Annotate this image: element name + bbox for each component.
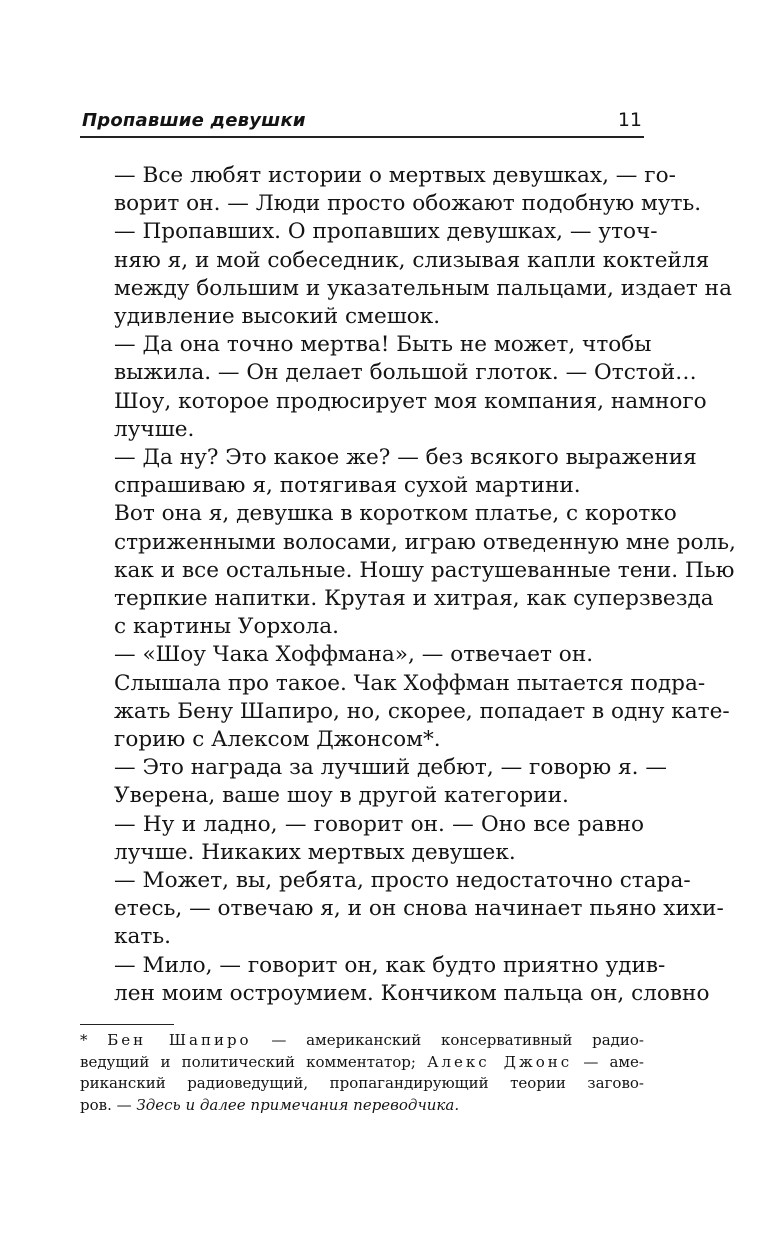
running-header	[80, 108, 644, 138]
text-line: между большим и указательным пальцами, издает на	[114, 275, 732, 301]
paragraph	[80, 331, 707, 444]
text-line: лен моим остроумием. Кончиком пальца он, словно	[114, 980, 710, 1006]
footnote	[80, 1030, 644, 1116]
translator-note: Здесь и далее примечания переводчика.	[136, 1095, 460, 1114]
text-line: няю я, и мой собеседник, слизывая капли коктейля	[114, 247, 710, 273]
paragraph	[80, 867, 724, 952]
footnote-line-4	[80, 1095, 644, 1117]
footnote-line-1	[80, 1030, 644, 1052]
running-title: Пропавшие девушки	[82, 110, 306, 131]
page-number: 11	[617, 109, 642, 131]
footnote-text-2a: ведущий и политический комментатор;	[80, 1052, 428, 1071]
text-line: лучше. Никаких мертвых девушек.	[114, 839, 516, 865]
text-line: Шоу, которое продюсирует моя компания, намного	[114, 388, 707, 414]
footnote-name-jones: Алекс Джонс	[427, 1052, 573, 1071]
footnote-text-2b: — аме-	[572, 1052, 644, 1071]
text-line: — Ну и ладно, — говорит он. — Оно все равно	[114, 811, 644, 837]
paragraph	[80, 641, 644, 669]
text-line: — Пропавших. О пропавших девушках, — уточ-	[114, 219, 658, 245]
text-line: как и все остальные. Ношу растушеванные тени. Пью	[114, 557, 735, 583]
text-line: стриженными волосами, играю отведенную мне роль,	[114, 529, 736, 555]
text-line: удивление высокий смешок.	[114, 304, 441, 330]
text-line: — Да ну? Это какое же? — без всякого выражения	[114, 445, 697, 471]
text-line: Уверена, ваше шоу в другой категории.	[114, 783, 569, 809]
text-line: спрашиваю я, потягивая сухой мартини.	[114, 473, 581, 499]
text-line: кать.	[114, 924, 171, 950]
text-line: — Все любят истории о мертвых девушках, — го-	[114, 163, 676, 188]
text-line: выжила. — Он делает большой глоток. — Отстой…	[114, 360, 697, 386]
text-line: лучше.	[114, 416, 195, 442]
paragraph	[80, 444, 697, 500]
paragraph	[80, 670, 730, 755]
paragraph	[80, 811, 644, 867]
text-line: — Может, вы, ребята, просто недостаточно стара-	[114, 868, 691, 894]
footnote-rule	[80, 1024, 174, 1025]
footnote-text-1: — американский консервативный радио-	[251, 1031, 644, 1049]
text-line: с картины Уорхола.	[114, 614, 339, 640]
text-line: — Это награда за лучший дебют, — говорю я. —	[114, 755, 667, 781]
text-line: ворит он. — Люди просто обожают подобную муть.	[114, 191, 702, 217]
footnote-line-2	[80, 1052, 644, 1074]
footnote-text-4: ров. —	[80, 1095, 137, 1114]
paragraph	[80, 952, 710, 1008]
text-line: жать Бену Шапиро, но, скорее, попадает в одну кате-	[114, 698, 730, 724]
text-line: терпкие напитки. Крутая и хитрая, как суперзвезда	[114, 586, 714, 612]
paragraph	[80, 754, 667, 810]
text-line: етесь, — отвечаю я, и он снова начинает пьяно хихи-	[114, 896, 724, 922]
paragraph	[80, 218, 732, 331]
text-line: — Да она точно мертва! Быть не может, чтобы	[114, 332, 652, 358]
text-line: — «Шоу Чака Хоффмана», — отвечает он.	[114, 642, 594, 668]
paragraph	[80, 162, 702, 218]
text-line: Вот она я, девушка в коротком платье, с коротко	[114, 501, 677, 527]
footnote-name-shapiro: Бен Шапиро	[107, 1031, 252, 1049]
footnote-line-3: риканский радиоведущий, пропагандирующий теории загово-	[80, 1074, 644, 1092]
footnote-marker: *	[80, 1031, 88, 1049]
text-line: горию с Алексом Джонсом*.	[114, 727, 441, 753]
text-line: — Мило, — говорит он, как будто приятно удив-	[114, 952, 666, 978]
text-line: Слышала про такое. Чак Хоффман пытается подра-	[114, 670, 706, 696]
paragraph	[80, 500, 736, 641]
body-text	[80, 162, 736, 1008]
